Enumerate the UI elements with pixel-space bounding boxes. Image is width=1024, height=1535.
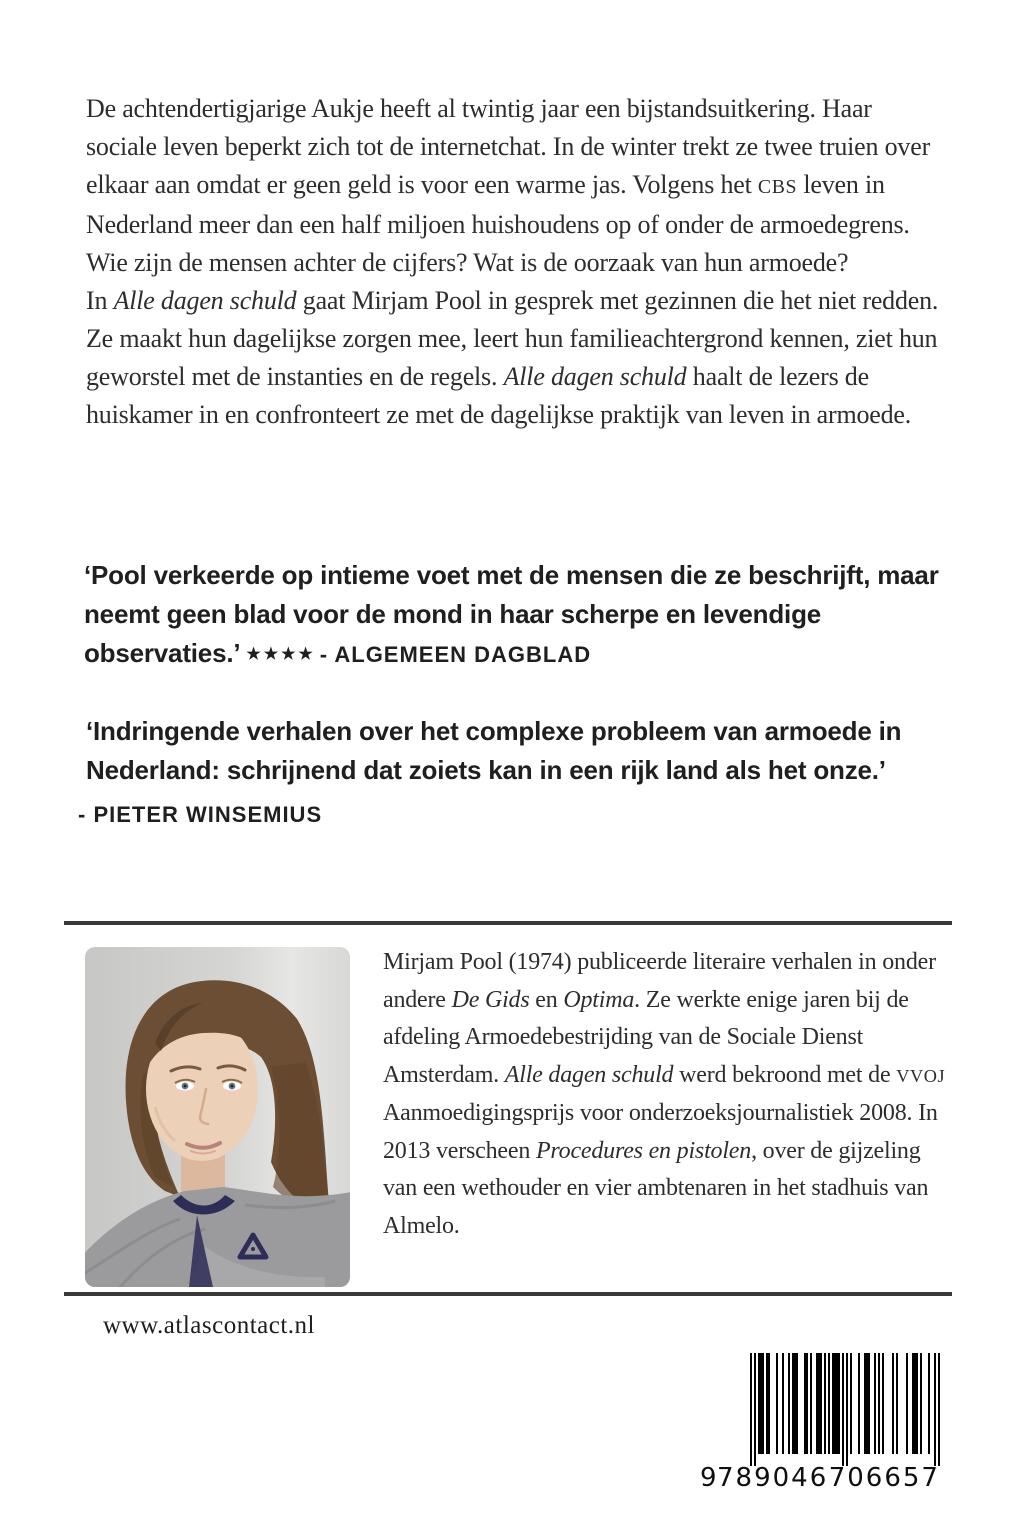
isbn-lead-digit: 9 xyxy=(700,1463,717,1493)
isbn-left-group: 789046 xyxy=(717,1463,829,1493)
quote-source: - PIETER WINSEMIUS xyxy=(78,802,323,827)
synopsis-paragraph-1: De achtendertigjarige Aukje heeft al twintig jaar een bijstandsuitkering. Haar sociale leven beperkt zich tot de internetchat. In de winter trekt ze twee truien over elkaar aan omdat er geen geld is voor een warme jas. Volgens het CBS leven in Nederland meer dan een half miljoen huishoudens op of onder de armoedegrens. Wie zijn de mensen achter de cijfers? Wat is de oorzaak van hun armoede? xyxy=(86,94,931,277)
barcode-image xyxy=(750,1353,940,1467)
quote-text: ‘Indringende verhalen over het complexe probleem van armoede in Nederland: schrijnend dat zoiets kan in een rijk land als het onze.’ xyxy=(86,716,902,785)
divider-top xyxy=(64,921,952,925)
author-photo xyxy=(85,947,350,1287)
publisher-website: www.atlascontact.nl xyxy=(103,1312,315,1339)
author-bio: Mirjam Pool (1974) publiceerde literaire verhalen in onder andere De Gids en Optima. Ze werkte enige jaren bij de afdeling Armoedebestrijding van de Sociale Dienst Amsterdam. Alle dagen schuld werd bekroond met de VVOJ Aanmoedigingsprijs voor onderzoeksjournalistiek 2008. In 2013 verscheen Procedures en pistolen, over de gijzeling van een wethouder en vier ambtenaren in het stadhuis van Almelo. xyxy=(383,949,946,1239)
divider-bottom xyxy=(64,1292,952,1296)
isbn-right-group: 706657 xyxy=(828,1463,940,1493)
quote-source: - ALGEMEEN DAGBLAD xyxy=(319,642,592,667)
review-quote-pieter-winsemius xyxy=(78,712,952,834)
synopsis xyxy=(86,90,948,434)
isbn-number xyxy=(700,1465,940,1491)
review-quote-algemeen-dagblad xyxy=(84,556,950,674)
synopsis-paragraph-2: In Alle dagen schuld gaat Mirjam Pool in gesprek met gezinnen die het niet redden. Ze maakt hun dagelijkse zorgen mee, leert hun familieachtergrond kennen, ziet hun geworstel met de instanties en de regels. Alle dagen schuld haalt de lezers de huiskamer in en confronteert ze met de dagelijkse praktijk van leven in armoede. xyxy=(86,286,939,429)
star-rating: ★★★★ xyxy=(246,646,316,663)
quote-text: ‘Pool verkeerde op intieme voet met de mensen die ze beschrijft, maar neemt geen blad voor de mond in haar scherpe en levendige observaties.’ xyxy=(84,560,939,668)
